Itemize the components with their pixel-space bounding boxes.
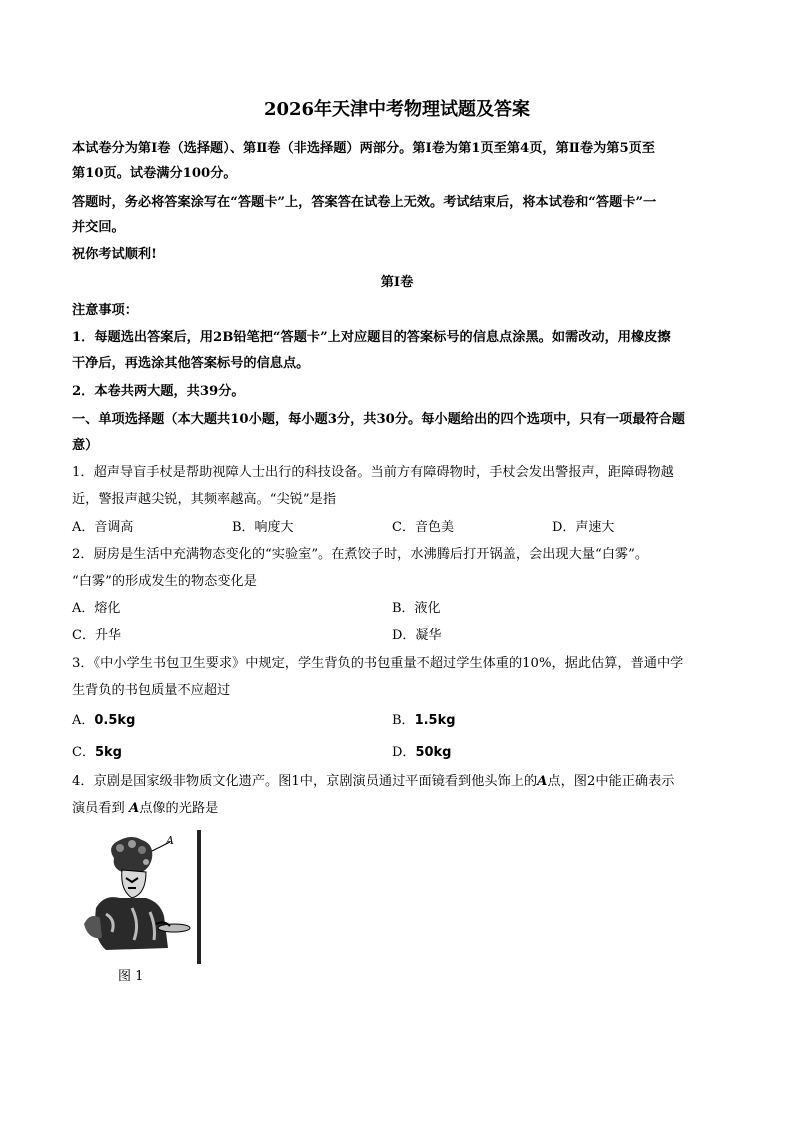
q3-option-a-unit: kg	[117, 713, 136, 728]
note-item-1a: 1．每题选出答案后，用2B铅笔把“答题卡”上对应题目的答案标号的信息点涂黑。如需改动，用橡皮擦	[72, 330, 671, 345]
tray	[158, 924, 190, 932]
q2-stem-line-2: “白雾”的形成发生的物态变化是	[72, 574, 257, 589]
figure-1-label: 图 1	[118, 969, 144, 984]
figure-1-opera-mirror	[76, 828, 206, 968]
q2-option-d: D．凝华	[392, 628, 442, 643]
figure-point-a: A	[166, 834, 174, 847]
q3-stem-line-2: 生背负的书包质量不应超过	[72, 683, 231, 698]
headdress-ornament	[116, 844, 124, 852]
q3-option-c-unit: kg	[104, 745, 122, 760]
q1-option-a: A．音调高	[72, 520, 134, 535]
intro-line-4: 并交回。	[72, 220, 125, 235]
headdress-ornament	[128, 840, 136, 848]
q2-option-c: C．升华	[72, 628, 121, 643]
headdress-ornament	[143, 859, 149, 865]
page-title: 2026年天津中考物理试题及答案	[263, 99, 531, 120]
q4-stem-2-start: 演员看到	[72, 801, 129, 816]
q3-option-d-unit: kg	[433, 745, 452, 760]
q2-stem-line-1: 2．厨房是生活中充满物态变化的“实验室”。在煮饺子时，水沸腾后打开锅盖，会出现大量“白雾”。	[72, 547, 649, 562]
q1-stem-line-1: 1．超声导盲手杖是帮助视障人士出行的科技设备。当前方有障碍物时，手杖会发出警报声，距障碍物越	[72, 465, 674, 480]
intro-line-5: 祝你考试顺利!	[72, 247, 157, 262]
q3-option-d-value: 50	[415, 745, 434, 760]
q4-stem-1-end: 点，图2中能正确表示	[547, 774, 675, 789]
q4-stem-1-start: 4．京剧是国家级非物质文化遗产。图1中，京剧演员通过平面镜看到他头饰上的	[72, 774, 538, 789]
q3-option-b	[392, 711, 456, 731]
q3-option-d-letter: D．	[392, 745, 416, 760]
notes-heading: 注意事项：	[72, 303, 138, 318]
q3-option-b-value: 1.5	[414, 713, 438, 728]
q4-point-label-2: A	[128, 801, 140, 816]
q1-stem-line-2: 近，警报声越尖锐，其频率越高。“尖锐”是指	[72, 492, 337, 507]
q1-option-b: B．响度大	[232, 520, 294, 535]
q1-option-c: C．音色美	[392, 520, 454, 535]
q4-stem-2-end: 点像的光路是	[139, 801, 219, 816]
note-item-1b: 干净后，再选涂其他答案标号的信息点。	[72, 356, 310, 371]
q3-option-b-letter: B．	[392, 713, 415, 728]
note-item-2: 2．本卷共两大题，共39分。	[72, 384, 245, 399]
q2-option-a: A．熔化	[72, 601, 121, 616]
q3-option-a-letter: A．	[72, 713, 95, 728]
q3-stem-line-1: 3．《中小学生书包卫生要求》中规定，学生背负的书包重量不超过学生体重的10%，据此估算，普通中学	[72, 656, 684, 671]
q4-stem-line-2	[72, 799, 218, 819]
intro-line-2: 第10页。试卷满分100分。	[72, 166, 237, 181]
q3-option-b-unit: kg	[437, 713, 456, 728]
plane-mirror	[197, 830, 201, 964]
q1-option-d: D．声速大	[552, 520, 615, 535]
q3-option-c	[72, 743, 122, 763]
q3-option-c-value: 5	[94, 745, 104, 760]
q3-option-a-value: 0.5	[94, 713, 118, 728]
headdress-ornament	[138, 846, 146, 854]
sleeve	[84, 916, 102, 938]
q3-option-c-letter: C．	[72, 745, 95, 760]
intro-line-3: 答题时，务必将答案涂写在“答题卡”上，答案答在试卷上无效。考试结束后，将本试卷和“答题卡”一	[72, 195, 657, 210]
q4-stem-line-1	[72, 772, 674, 792]
intro-line-1: 本试卷分为第Ⅰ卷（选择题）、第Ⅱ卷（非选择题）两部分。第Ⅰ卷为第1页至第4页，第Ⅱ卷为第5页至	[72, 141, 655, 156]
part1-heading-b: 意）	[72, 438, 99, 453]
section-title: 第Ⅰ卷	[380, 275, 414, 290]
q2-option-b: B．液化	[392, 601, 441, 616]
q3-option-a	[72, 711, 135, 731]
q4-point-label: A	[537, 774, 548, 789]
part1-heading-a: 一、单项选择题（本大题共10小题，每小题3分，共30分。每小题给出的四个选项中，只有一项最符合题	[72, 412, 685, 427]
painted-face	[122, 870, 146, 898]
q3-option-d	[392, 743, 451, 763]
